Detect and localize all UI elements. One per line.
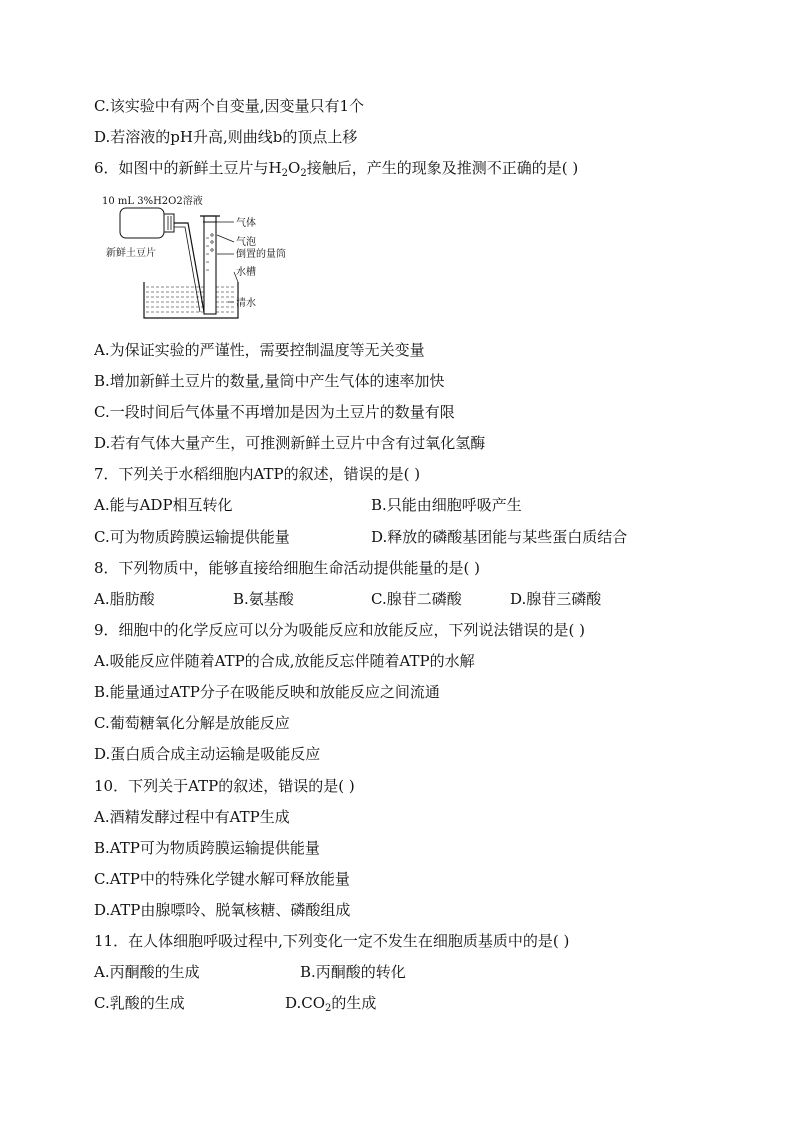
q10-option-b: B.ATP可为物质跨膜运输提供能量 <box>94 839 320 857</box>
q7-option-b: B.只能由细胞呼吸产生 <box>371 496 522 514</box>
q6-option-d: D.若有气体大量产生，可推测新鲜土豆片中含有过氧化氢酶 <box>94 434 486 452</box>
q8-option-b: B.氨基酸 <box>233 590 294 608</box>
inverted-cylinder <box>204 216 216 314</box>
tube <box>174 223 208 314</box>
bottle-cap <box>164 214 174 232</box>
line-q5c: C.该实验中有两个自变量,因变量只有1个 <box>94 97 365 115</box>
q8-option-a: A.脂肪酸 <box>94 590 155 608</box>
q6-option-a: A.为保证实验的严谨性，需要控制温度等无关变量 <box>94 341 425 359</box>
trough <box>144 282 238 318</box>
water <box>146 287 236 312</box>
q6-formula-sub: 2 <box>300 168 307 179</box>
question-11: 11．在人体细胞呼吸过程中,下列变化一定不发生在细胞质基质中的是( ) <box>94 932 570 950</box>
q11-option-b: B.丙酮酸的转化 <box>300 963 406 981</box>
q11d-text-post: 的生成 <box>331 994 377 1012</box>
q9-option-c: C.葡萄糖氧化分解是放能反应 <box>94 714 290 732</box>
q10-option-a: A.酒精发酵过程中有ATP生成 <box>94 808 290 826</box>
q11d-formula-sub: 2 <box>325 1003 332 1014</box>
q11-option-c: C.乳酸的生成 <box>94 994 185 1012</box>
label-gas: 气体 <box>236 218 256 229</box>
q6-formula-h: H <box>268 159 282 177</box>
q7-option-a: A.能与ADP相互转化 <box>94 496 233 514</box>
question-10: 10．下列关于ATP的叙述，错误的是( ) <box>94 777 355 795</box>
q10-option-c: C.ATP中的特殊化学键水解可释放能量 <box>94 870 350 888</box>
q8-option-c: C.腺苷二磷酸 <box>371 590 462 608</box>
q10-option-d: D.ATP由腺嘌呤、脱氧核糖、磷酸组成 <box>94 901 351 919</box>
question-6 <box>94 158 578 178</box>
q7-option-d: D.释放的磷酸基团能与某些蛋白质结合 <box>371 528 628 546</box>
q11d-text-pre: D.CO <box>285 994 326 1012</box>
q9-option-d: D.蛋白质合成主动运输是吸能反应 <box>94 745 321 763</box>
label-bubble: 气泡 <box>236 237 256 248</box>
question-7: 7．下列关于水稻细胞内ATP的叙述，错误的是( ) <box>94 465 421 483</box>
bottle <box>120 208 164 238</box>
q11-option-a: A.丙酮酸的生成 <box>94 963 200 981</box>
q6-option-c: C.一段时间后气体量不再增加是因为土豆片的数量有限 <box>94 403 455 421</box>
question-8: 8．下列物质中，能够直接给细胞生命活动提供能量的是( ) <box>94 559 481 577</box>
q6-text-pre: 6．如图中的新鲜土豆片与 <box>94 159 269 177</box>
experiment-figure <box>96 190 326 324</box>
label-solution: 10 mL 3%H2O2溶液 <box>102 196 203 207</box>
q9-option-b: B.能量通过ATP分子在吸能反映和放能反应之间流通 <box>94 683 440 701</box>
q6-formula-o: O <box>288 159 301 177</box>
q11-option-d <box>285 993 376 1013</box>
label-water: 清水 <box>236 298 256 309</box>
q6-option-b: B.增加新鲜土豆片的数量,量筒中产生气体的速率加快 <box>94 372 445 390</box>
q8-option-d: D.腺苷三磷酸 <box>510 590 602 608</box>
label-potato: 新鲜土豆片 <box>106 248 156 259</box>
q6-text-post: 接触后，产生的现象及推测不正确的是( ) <box>306 159 579 177</box>
q6-formula-sub: 2 <box>281 168 289 179</box>
q9-option-a: A.吸能反应伴随着ATP的合成,放能反忘伴随着ATP的水解 <box>94 652 475 670</box>
q7-option-c: C.可为物质跨膜运输提供能量 <box>94 528 290 546</box>
line-q5d: D.若溶液的pH升高,则曲线b的顶点上移 <box>94 128 358 146</box>
label-trough: 水槽 <box>236 267 256 278</box>
question-9: 9．细胞中的化学反应可以分为吸能反应和放能反应，下列说法错误的是( ) <box>94 621 586 639</box>
label-cylinder: 倒置的量筒 <box>236 249 286 260</box>
